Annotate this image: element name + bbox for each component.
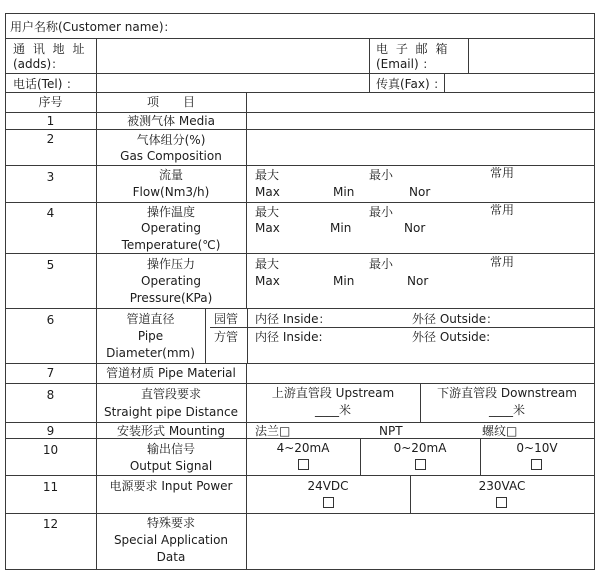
item-label-en: Straight pipe Distance [104, 405, 238, 419]
nor-label-cn: 常用 [490, 255, 515, 269]
item-label: 安装形式 Mounting [117, 424, 225, 438]
col-sep [246, 92, 247, 308]
column-heading-no: 序号 [38, 95, 63, 109]
outside-diameter-label: 外径 Outside： [412, 312, 499, 326]
row-number: 2 [46, 132, 55, 146]
nor-label-en: Nor [409, 185, 431, 199]
border-top [5, 13, 595, 14]
output-option-label: 0~20mA [393, 441, 447, 455]
row-number: 11 [42, 480, 59, 494]
upstream-label: 上游直管段 Upstream [271, 386, 395, 400]
col-sep [96, 38, 97, 73]
item-label-en: Special Application [113, 533, 229, 547]
downstream-length-field[interactable]: ____米 [488, 403, 525, 417]
max-label-cn: 最大 [255, 168, 280, 182]
tel-label: 电话(Tel) ： [13, 77, 79, 91]
row-sep [5, 438, 595, 439]
item-label-en: Operating [141, 221, 201, 235]
row-sep [5, 129, 595, 130]
row-sep [5, 513, 595, 514]
row-sep [5, 475, 595, 476]
min-label-cn: 最小 [369, 168, 394, 182]
col-sep [369, 73, 370, 92]
item-label-cn: 输出信号 [146, 442, 195, 456]
item-label-en: Pipe [137, 329, 164, 343]
row-sep [5, 308, 595, 309]
min-label-en: Min [330, 221, 352, 235]
max-label-en: Max [255, 185, 280, 199]
inside-diameter-label: 内径 Inside: [255, 330, 323, 344]
column-heading-item: 项 目 [146, 95, 195, 109]
item-label-cn: 直管段要求 [140, 387, 201, 401]
col-sep [468, 38, 469, 73]
item-label-en2: Pressure(KPa) [129, 291, 213, 305]
row-number: 10 [42, 443, 59, 457]
power-24vdc-checkbox[interactable] [323, 497, 334, 508]
item-label: 被测气体 Media [127, 114, 215, 128]
row-sep [210, 327, 595, 328]
power-230vac-checkbox[interactable] [496, 497, 507, 508]
npt-option[interactable]: NPT [379, 424, 403, 438]
item-label-cn: 操作温度 [146, 205, 195, 219]
item-label-en2: Temperature(℃) [121, 238, 221, 252]
item-label-en2: Data [156, 550, 186, 564]
item-label-cn: 流量 [158, 168, 183, 182]
item-label: 电源要求 Input Power [109, 479, 233, 493]
min-label-cn: 最小 [369, 257, 394, 271]
thread-option[interactable]: 螺纹□ [482, 424, 518, 438]
min-label-en: Min [333, 185, 355, 199]
row-number: 4 [46, 206, 55, 220]
address-label-en: (adds)： [13, 57, 64, 71]
item-label-cn: 特殊要求 [146, 516, 195, 530]
fax-label: 传真(Fax) ： [376, 77, 446, 91]
row-number: 3 [46, 170, 55, 184]
row-sep [5, 253, 595, 254]
nor-label-en: Nor [404, 221, 426, 235]
email-label-en: (Email) ： [376, 57, 435, 71]
item-label-cn: 操作压力 [146, 257, 195, 271]
upstream-length-field[interactable]: ____米 [314, 403, 351, 417]
max-label-cn: 最大 [255, 257, 280, 271]
downstream-label: 下游直管段 Downstream [437, 386, 577, 400]
item-label-cn: 管道直径 [126, 312, 175, 326]
row-sep [5, 112, 595, 113]
max-label-en: Max [255, 274, 280, 288]
nor-label-cn: 常用 [490, 166, 515, 180]
item-label-en2: Diameter(mm) [106, 346, 195, 360]
border-right [594, 13, 595, 570]
col-sep [247, 308, 248, 363]
col-sep [96, 73, 97, 92]
power-option-label: 230VAC [478, 479, 526, 493]
border-bottom [5, 569, 595, 570]
row-sep [5, 73, 595, 74]
flange-option[interactable]: 法兰□ [255, 424, 291, 438]
row-sep [5, 38, 595, 39]
item-label-en: Gas Composition [120, 149, 222, 163]
item-label-cn: 气体组分(%) [136, 133, 206, 147]
output-option-label: 0~10V [516, 441, 558, 455]
item-label-en: Operating [141, 274, 201, 288]
item-label: 管道材质 Pipe Material [106, 366, 236, 380]
max-label-cn: 最大 [255, 205, 280, 219]
address-label-cn: 通 讯 地 址 [13, 42, 87, 56]
output-0-10v-checkbox[interactable] [531, 459, 542, 470]
power-option-label: 24VDC [307, 479, 349, 493]
col-sep [369, 38, 370, 73]
item-label-en: Flow(Nm3/h) [132, 185, 210, 199]
output-0-20ma-checkbox[interactable] [415, 459, 426, 470]
round-pipe-label: 园管 [213, 312, 238, 326]
item-label-en: Output Signal [129, 459, 213, 473]
row-sep [5, 92, 595, 93]
row-number: 9 [46, 424, 55, 438]
row-number: 12 [42, 517, 59, 531]
outside-diameter-label: 外径 Outside: [412, 330, 491, 344]
customer-name-label: 用户名称(Customer name)： [10, 20, 176, 34]
min-label-cn: 最小 [369, 205, 394, 219]
row-sep [5, 422, 595, 423]
nor-label-cn: 常用 [490, 203, 515, 217]
row-number: 6 [46, 313, 55, 327]
output-option-label: 4~20mA [276, 441, 330, 455]
row-number: 7 [46, 366, 55, 380]
min-label-en: Min [333, 274, 355, 288]
output-4-20ma-checkbox[interactable] [298, 459, 309, 470]
row-number: 5 [46, 258, 55, 272]
nor-label-en: Nor [407, 274, 429, 288]
max-label-en: Max [255, 221, 280, 235]
row-number: 8 [46, 388, 55, 402]
row-sep [5, 383, 595, 384]
inside-diameter-label: 内径 Inside： [255, 312, 331, 326]
square-pipe-label: 方管 [213, 330, 238, 344]
row-number: 1 [46, 114, 55, 128]
row-sep [5, 363, 595, 364]
email-label-cn: 电 子 邮 箱 [376, 42, 450, 56]
